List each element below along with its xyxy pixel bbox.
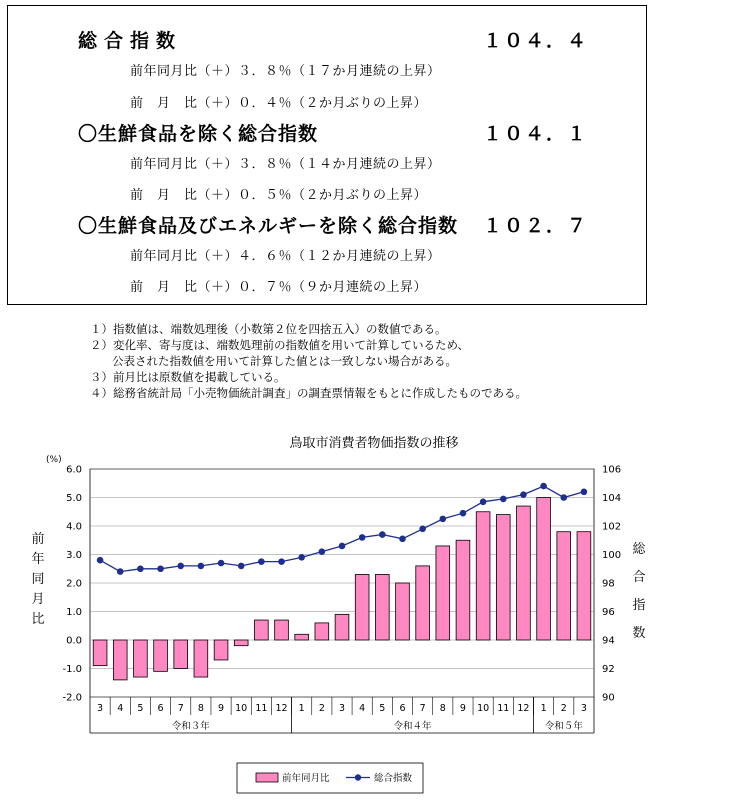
bar (194, 640, 208, 677)
bar (315, 623, 329, 640)
year-label: 令和４年 (393, 721, 432, 732)
left-axis-label: 前年同月比 (31, 532, 45, 627)
index-point (399, 536, 406, 543)
index-value: １０４．１ (483, 123, 589, 145)
right-tick-label: 98 (602, 578, 615, 590)
legend-bar-swatch (256, 773, 278, 782)
left-tick-label: 0.0 (66, 635, 82, 647)
bar (396, 583, 410, 640)
index-point (198, 563, 205, 570)
bar (476, 512, 490, 640)
left-tick-label: 5.0 (66, 493, 82, 504)
year-label: 令和３年 (171, 721, 210, 732)
month-label: 7 (177, 703, 184, 714)
right-tick-label: 92 (602, 664, 615, 675)
bar (214, 640, 228, 660)
index-point (500, 496, 507, 503)
bar (557, 532, 571, 640)
bar (174, 640, 188, 669)
bar (154, 640, 168, 671)
bar (295, 634, 309, 640)
left-tick-label: 4.0 (66, 521, 82, 533)
bar (234, 640, 248, 646)
note: ２）変化率、寄与度は、端数処理前の指数値を用いて計算しているため、 (90, 338, 470, 352)
bar (355, 574, 369, 640)
bar (517, 506, 531, 640)
month-label: 3 (97, 703, 104, 714)
right-tick-label: 94 (602, 635, 615, 647)
bar (416, 566, 430, 640)
legend-label: 総合指数 (374, 773, 413, 784)
bar (134, 640, 148, 677)
right-tick-label: 96 (602, 607, 615, 618)
month-label: 12 (275, 703, 288, 714)
right-tick-label: 102 (602, 521, 622, 533)
yoy-line: 前年同月比（＋）４．６％（１２か月連続の上昇） (130, 249, 441, 264)
mom-line: 前 月 比（＋）０．４％（２か月ぶりの上昇） (130, 96, 428, 111)
month-label: 11 (497, 703, 510, 714)
mom-line: 前 月 比（＋）０．７％（９か月連続の上昇） (130, 280, 428, 295)
left-tick-label: 3.0 (66, 550, 82, 561)
month-label: 8 (439, 703, 446, 714)
index-point (258, 558, 265, 565)
month-label: 9 (459, 703, 466, 714)
yoy-line: 前年同月比（＋）３．８％（１７か月連続の上昇） (130, 64, 441, 79)
index-point (298, 554, 305, 561)
left-axis-unit: (%) (46, 455, 62, 465)
index-point (117, 568, 124, 575)
index-point (339, 543, 346, 550)
bar (113, 640, 127, 680)
bar (255, 620, 269, 640)
index-point (177, 563, 184, 570)
index-name: 総合指数 (78, 30, 183, 52)
month-label: 1 (540, 703, 547, 714)
index-point (460, 510, 467, 517)
index-point (581, 489, 588, 496)
bar (537, 498, 551, 641)
year-label: 令和５年 (544, 721, 583, 732)
month-label: 5 (137, 703, 144, 714)
bar (496, 515, 510, 640)
month-label: 3 (338, 703, 346, 714)
index-point (97, 557, 104, 564)
chart-title: 鳥取市消費者物価指数の推移 (289, 436, 459, 451)
left-tick-label: 6.0 (66, 464, 82, 476)
bar (577, 532, 591, 640)
right-axis-label: 総合指数 (632, 542, 646, 641)
month-label: 1 (298, 703, 305, 714)
month-label: 6 (157, 703, 164, 714)
month-label: 4 (359, 703, 366, 714)
month-label: 2 (560, 703, 567, 714)
right-tick-label: 100 (602, 550, 622, 561)
bar (456, 540, 470, 640)
note: ３）前月比は原数値を掲載している。 (90, 370, 286, 384)
legend-line-marker (355, 774, 361, 780)
index-point (157, 565, 164, 572)
left-tick-label: 2.0 (66, 578, 82, 590)
index-point (278, 558, 285, 565)
month-label: 8 (197, 703, 204, 714)
index-point (218, 560, 225, 567)
left-tick-label: 1.0 (66, 607, 82, 618)
month-label: 3 (580, 703, 587, 714)
month-label: 10 (477, 703, 490, 714)
mom-line: 前 月 比（＋）０．５％（２か月ぶりの上昇） (130, 188, 428, 203)
index-point (419, 526, 426, 533)
index-point (238, 563, 245, 570)
bar (275, 620, 289, 640)
yoy-line: 前年同月比（＋）３．８％（１４か月連続の上昇） (130, 157, 441, 172)
month-label: 2 (318, 703, 325, 714)
index-point (480, 498, 487, 505)
month-label: 12 (517, 703, 530, 714)
index-name: 〇生鮮食品を除く総合指数 (78, 123, 319, 145)
index-point (540, 483, 547, 490)
index-point (319, 548, 326, 555)
left-tick-label: -2.0 (62, 692, 82, 704)
bar (335, 614, 349, 640)
bar (93, 640, 107, 666)
note: ４）総務省統計局「小売物価統計調査」の調査票情報をもとに作成したものである。 (90, 386, 527, 400)
index-point (379, 531, 386, 538)
index-name: 〇生鮮食品及びエネルギーを除く総合指数 (78, 215, 459, 237)
bar (436, 546, 450, 640)
month-label: 5 (379, 703, 386, 714)
index-point (137, 565, 144, 572)
right-tick-label: 106 (602, 464, 622, 476)
right-tick-label: 90 (602, 692, 615, 704)
month-label: 9 (218, 703, 225, 714)
index-point (440, 516, 447, 523)
month-label: 10 (235, 703, 248, 714)
legend-label: 前年同月比 (282, 773, 330, 784)
month-label: 4 (117, 703, 124, 714)
left-tick-label: -1.0 (62, 664, 82, 675)
index-point (520, 491, 527, 498)
month-label: 11 (255, 703, 268, 714)
index-point (560, 494, 567, 501)
bar (375, 574, 389, 640)
right-tick-label: 104 (602, 493, 622, 504)
index-value: １０４．４ (483, 30, 589, 52)
index-value: １０２．７ (483, 215, 589, 237)
note: １）指数値は、端数処理後（小数第２位を四捨五入）の数値である。 (90, 322, 447, 336)
index-point (359, 534, 366, 541)
note: 公表された指数値を用いて計算した値とは一致しない場合がある。 (112, 354, 457, 368)
month-label: 6 (399, 703, 406, 714)
month-label: 7 (419, 703, 426, 714)
